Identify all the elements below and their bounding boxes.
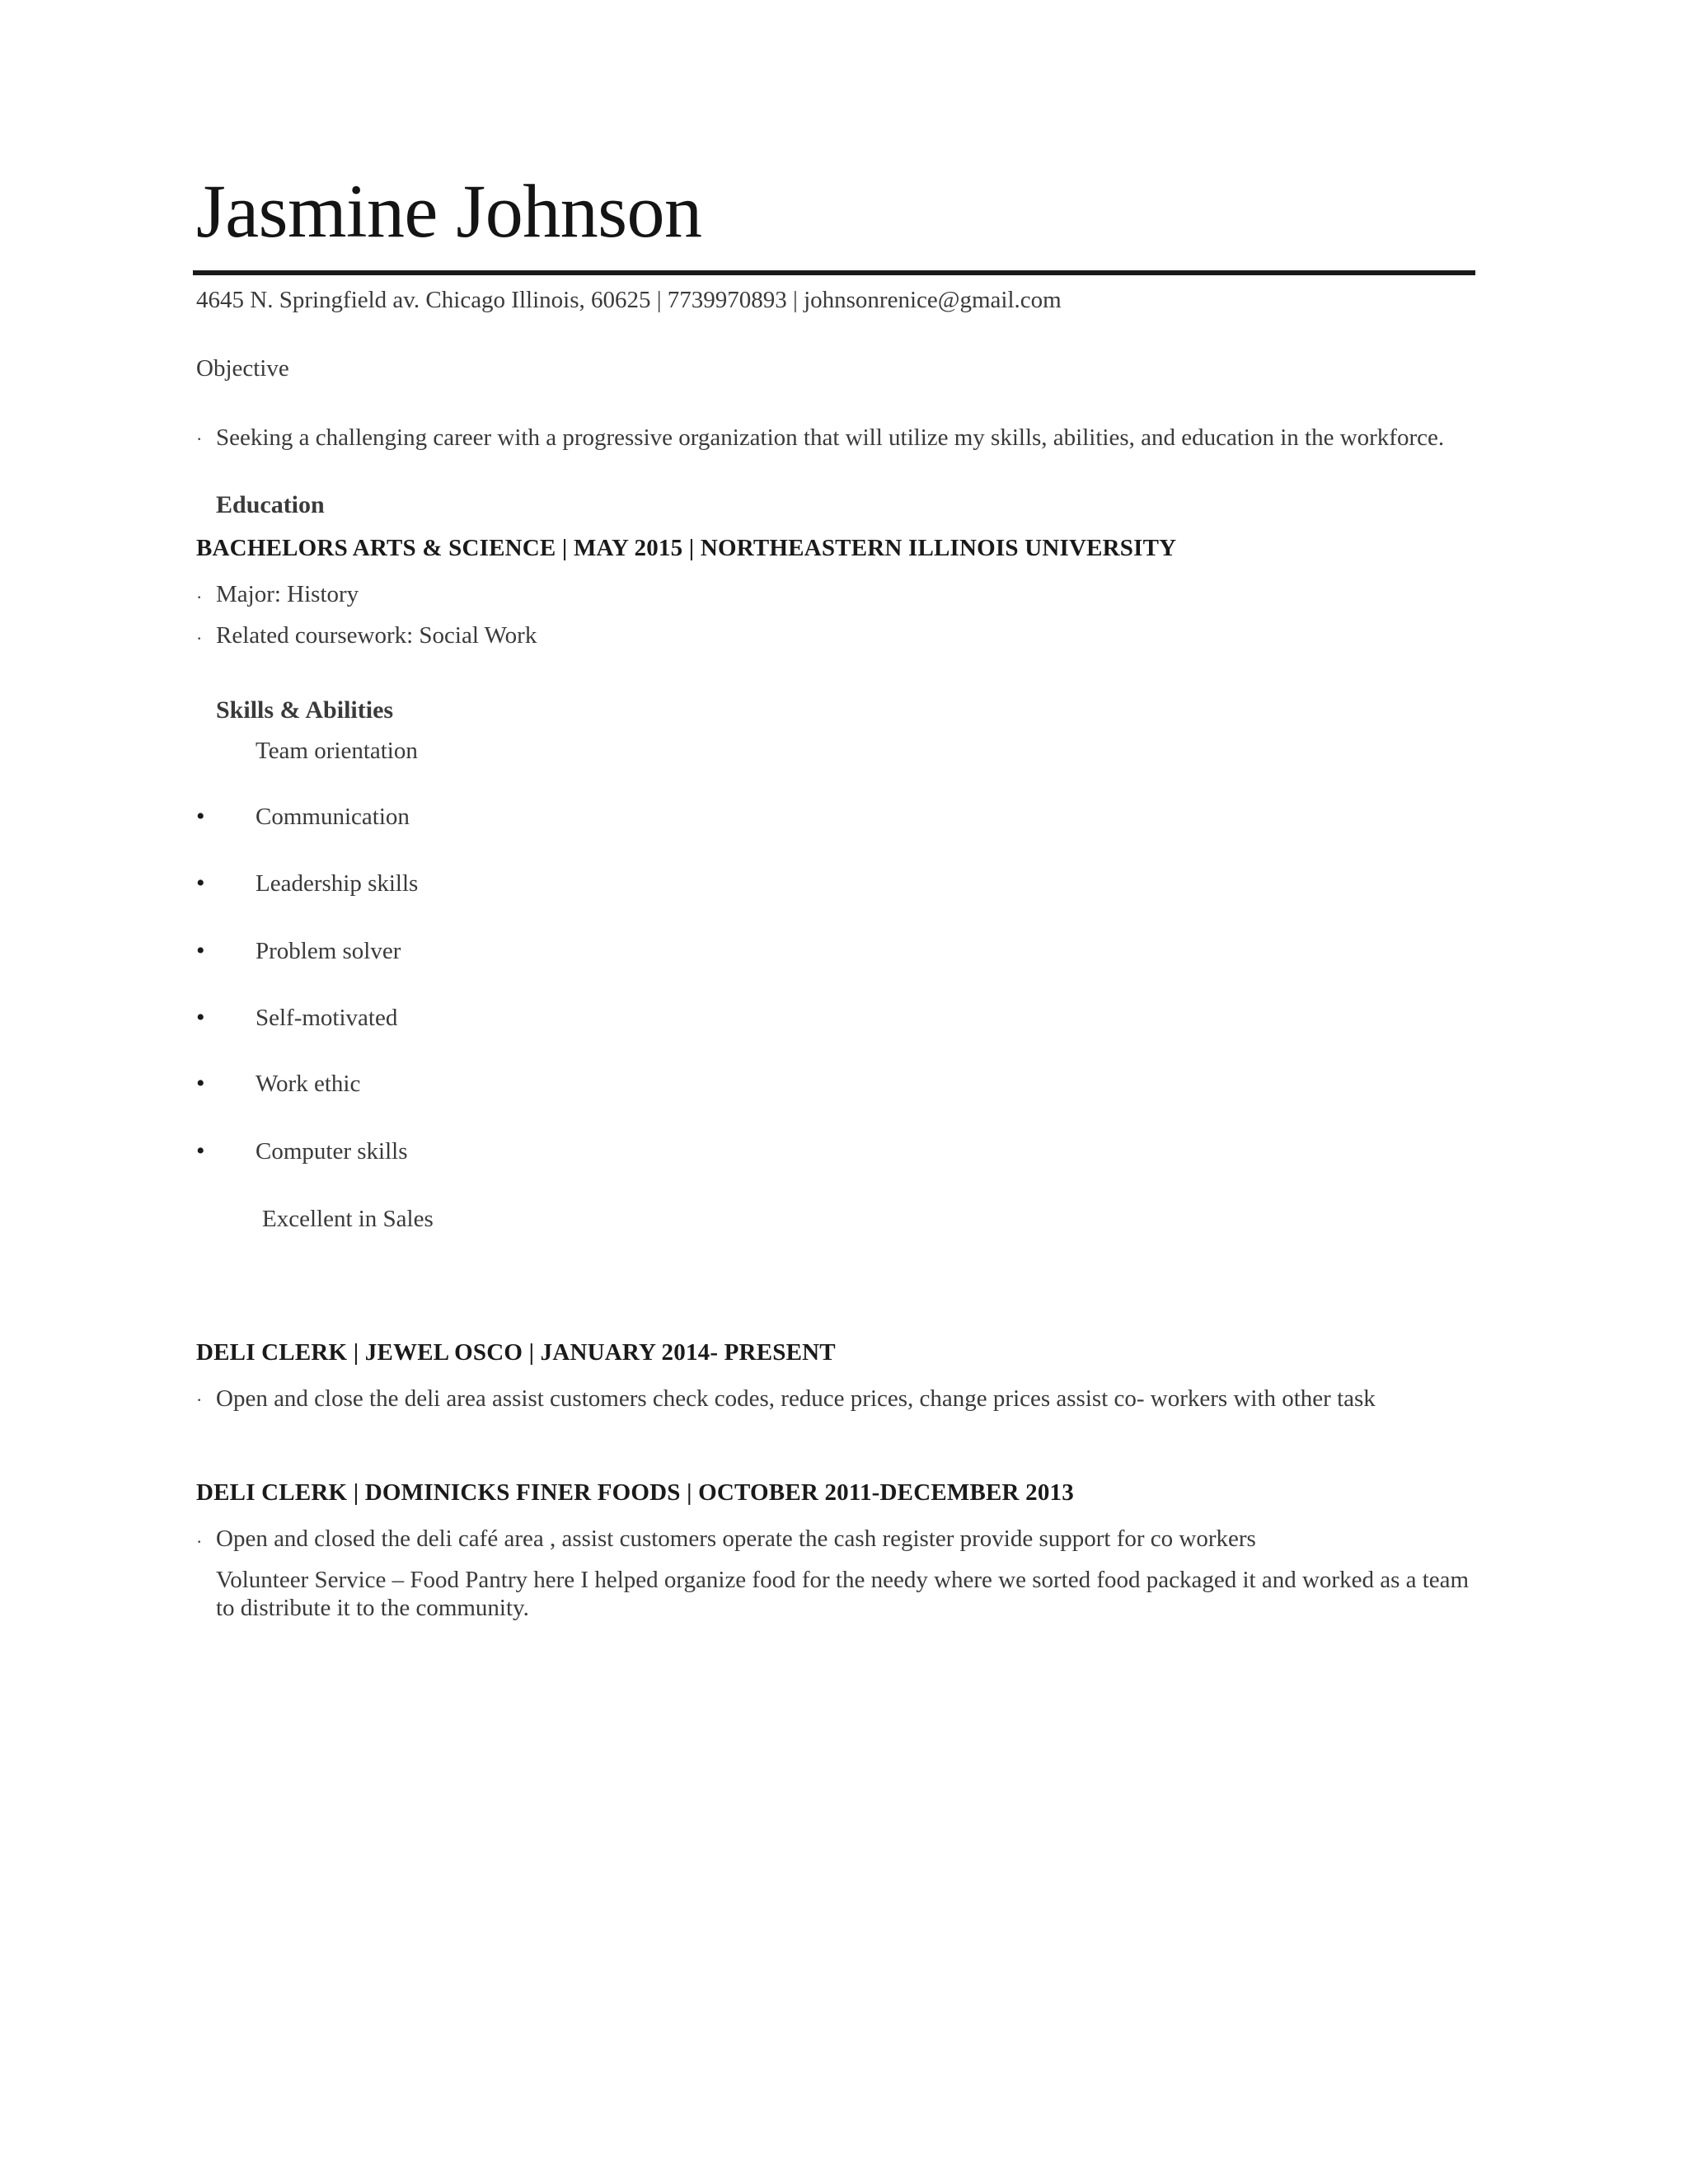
header-divider xyxy=(193,270,1475,275)
bullet-icon: • xyxy=(196,1004,205,1031)
skill-item: Excellent in Sales xyxy=(262,1206,434,1232)
education-heading: Education xyxy=(216,491,325,518)
skill-item: Communication xyxy=(256,804,410,830)
candidate-name: Jasmine Johnson xyxy=(196,169,702,253)
bullet-icon: • xyxy=(196,937,205,964)
skill-item: Leadership skills xyxy=(256,870,419,897)
job-description: Open and closed the deli café area , assist customers operate the cash register provide support for co workers xyxy=(216,1526,1256,1552)
skill-item: Self-motivated xyxy=(256,1005,398,1031)
skill-item: Work ethic xyxy=(256,1071,361,1097)
skills-heading: Skills & Abilities xyxy=(216,696,394,724)
bullet-icon: · xyxy=(196,628,203,649)
degree-line: BACHELORS ARTS & SCIENCE | MAY 2015 | NORTHEASTERN ILLINOIS UNIVERSITY xyxy=(196,535,1177,561)
bullet-icon: · xyxy=(196,1531,203,1552)
education-item: Related coursework: Social Work xyxy=(216,622,537,649)
bullet-icon: · xyxy=(196,1390,203,1410)
skill-item: Computer skills xyxy=(256,1138,408,1165)
job-title: DELI CLERK | DOMINICKS FINER FOODS | OCTOBER 2011-DECEMBER 2013 xyxy=(196,1479,1074,1506)
bullet-icon: · xyxy=(196,429,203,449)
bullet-icon: • xyxy=(196,869,205,897)
education-item: Major: History xyxy=(216,581,359,607)
bullet-icon: • xyxy=(196,803,205,830)
objective-text: Seeking a challenging career with a progressive organization that will utilize my skills, abilities, and education in the workforce. xyxy=(216,424,1445,451)
bullet-icon: • xyxy=(196,1070,205,1097)
bullet-icon: • xyxy=(196,1137,205,1165)
skill-item: Team orientation xyxy=(256,738,418,764)
objective-heading: Objective xyxy=(196,355,289,382)
bullet-icon: · xyxy=(196,587,203,607)
job-description: Open and close the deli area assist customers check codes, reduce prices, change prices assist co- workers with other task xyxy=(216,1385,1376,1412)
contact-info: 4645 N. Springfield av. Chicago Illinois, 60625 | 7739970893 | johnsonrenice@gmail.com xyxy=(196,287,1062,313)
skill-item: Problem solver xyxy=(256,938,401,964)
job-title: DELI CLERK | JEWEL OSCO | JANUARY 2014- PRESENT xyxy=(196,1339,836,1366)
volunteer-description: Volunteer Service – Food Pantry here I helped organize food for the needy where we sorted food packaged it and worked as a team to distribute it to the community. xyxy=(216,1567,1470,1621)
